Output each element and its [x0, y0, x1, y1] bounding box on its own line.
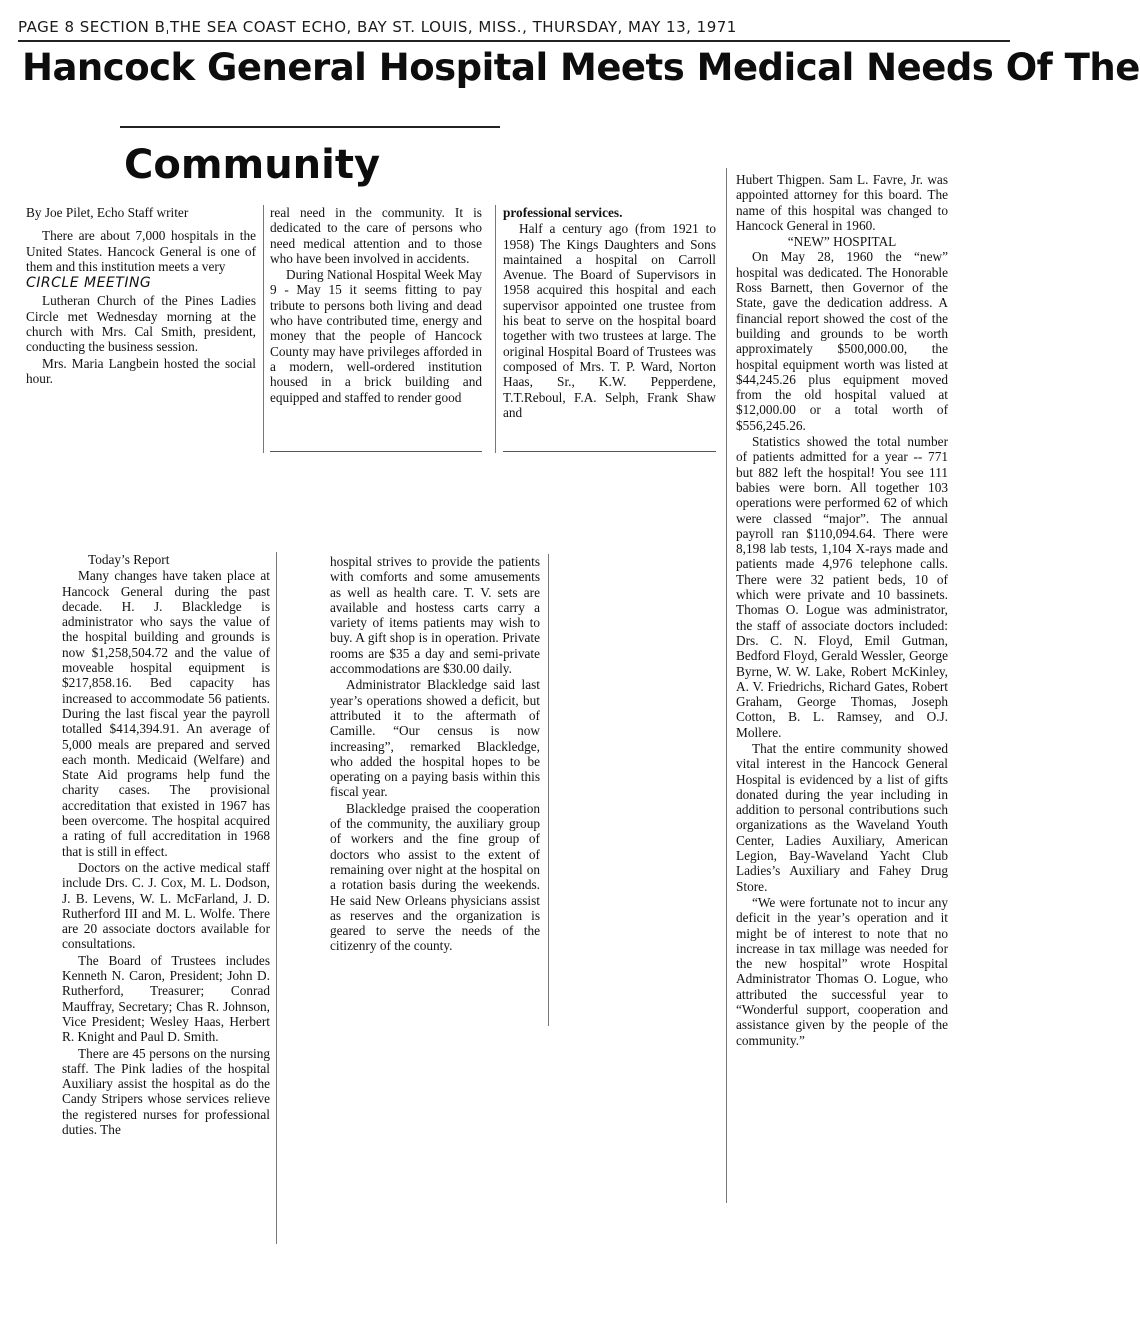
article-paragraph: Statistics showed the total number of patients admitted for a year -- 771 but 882 left the hospital! You see 111 babies were born. All together 103 operations were performed 62 of which were classed “major”. The annual payroll ran $110,094.64. There were 8,198 lab tests, 1,104 X-rays made and patients made 4,976 telephone calls. There were 32 patient beds, 10 of which were private and 10 bassinets. Thomas O. Logue was administrator, the staff of associate doctors included: Drs. C. N. Floyd, Emil Gutman, Bedford Floyd, Gerald Wessler, George Byrne, W. W. Lake, Robert McKinley, A. V. Friedrichs, Richard Gates, Robert Graham, George Thomas, Joseph Cotton, B. L. Ramsey, and O.J. Mollere.: [736, 434, 948, 740]
column-divider: [495, 205, 496, 453]
article-paragraph: The Board of Trustees includes Kenneth N. Caron, President; John D. Rutherford, Treasurer; Conrad Mauffray, Secretary; Chas R. Johnson, Vice President; Wesley Haas, Herbert R. Knight and Paul D. Smith.: [62, 952, 270, 1045]
subhead: Community: [124, 142, 381, 188]
column-divider: [263, 205, 264, 453]
column-rule: [503, 451, 716, 452]
column-6: [330, 554, 540, 1029]
column-1: [26, 205, 256, 455]
article-paragraph: Hubert Thigpen. Sam L. Favre, Jr. was appointed attorney for this board. The name of this hospital was changed to Hancock General in 1960.: [736, 172, 948, 233]
article-paragraph: That the entire community showed vital interest in the Hancock General Hospital is evidenced by a list of gifts donated during the year including in addition to personal contributions such organizations as the Waveland Youth Center, Ladies Auxiliary, American Legion, Bay-Waveland Yacht Club Ladies’s Auxiliary and Fahey Drug Store.: [736, 740, 948, 894]
article-paragraph: Blackledge praised the cooperation of the community, the auxiliary group of workers and the fine group of doctors who assist to the extent of remaining over night at the hospital on a rotation basis during the weekends. He said New Orleans physicians assist as reserves and the organization is geared to serve the needs of the citizenry of the county.: [330, 800, 540, 954]
section-heading-new-hospital: “NEW” HOSPITAL: [787, 234, 897, 250]
column-divider: [548, 554, 549, 1026]
article-paragraph: “We were fortunate not to incur any deficit in the year’s operation and it might be of interest to note that no increase in tax millage was needed for the new hospital” wrote Hospital Administrator Thomas O. Logue, who attributed the successful year to “Wonderful support, cooperation and assistance given by the people of the community.”: [736, 894, 948, 1048]
section-heading-todays-report: Today’s Report: [88, 552, 170, 567]
column-3: [503, 205, 716, 449]
column-divider: [726, 168, 727, 1203]
section-heading-circle-meeting: CIRCLE MEETING: [26, 275, 152, 292]
article-paragraph: hospital strives to provide the patients with comforts and some amusements as well as health care. T. V. sets are available and hostess carts carry a variety of items patients may wish to buy. A gift shop is in operation. Private rooms are $35 a day and semi-private accommodations are $30.00 daily.: [330, 554, 540, 677]
column-divider: [276, 552, 277, 1244]
article-paragraph: Mrs. Maria Langbein hosted the social hour.: [26, 355, 256, 386]
column-2: [270, 205, 482, 449]
column-5: [62, 552, 270, 1244]
article-paragraph: On May 28, 1960 the “new” hospital was dedicated. The Honorable Ross Barnett, then Governor of the State, gave the dedication address. A financial report showed the cost of the building and grounds to be worth approximately $500,000.00, the hospital equipment worth was listed at $44,245.26 plus equipment moved from the old hospital valued at $12,000.00 or a total worth of $556,245.26.: [736, 249, 948, 433]
article-paragraph: real need in the community. It is dedicated to the care of persons who need medical attention and to those who have been involved in accidents.: [270, 205, 482, 266]
column-4: [736, 172, 948, 1207]
byline: By Joe Pilet, Echo Staff writer: [26, 205, 189, 220]
article-paragraph: There are 45 persons on the nursing staff. The Pink ladies of the hospital Auxiliary assist the hospital as do the Candy Stripers whose services relieve the registered nurses for professional duties. The: [62, 1045, 270, 1137]
article-paragraph: Lutheran Church of the Pines Ladies Circle met Wednesday morning at the church with Mrs. Cal Smith, president, conducting the business session.: [26, 293, 256, 355]
column-rule: [270, 451, 482, 452]
article-paragraph: professional services.: [503, 205, 623, 220]
article-paragraph: Many changes have taken place at Hancock General during the past decade. H. J. Blackledge is administrator who says the value of the hospital building and grounds is now $1,258,504.72 and the value of moveable hospital equipment is $217,858.16. Bed capacity has increased to accommodate 56 patients. During the last fiscal year the payroll totalled $414,394.91. An average of 5,000 meals are prepared and served each month. Medicaid (Welfare) and State Aid programs help fund the charity cases. The provisional accreditation that existed in 1967 has been overcome. The hospital acquired a rating of full accreditation in 1968 that is still in effect.: [62, 568, 270, 859]
article-paragraph: During National Hospital Week May 9 - May 15 it seems fitting to pay tribute to persons both living and dead who have contributed time, energy and money that the people of Hancock County may have privileges afforded in a modern, well-ordered institution housed in a brick building and equipped and staffed to render good: [270, 267, 482, 405]
folio-rule: [18, 40, 1010, 42]
article-paragraph: Administrator Blackledge said last year’s operations showed a deficit, but attributed it to the aftermath of Camille. “Our census is now increasing”, remarked Blackledge, who added the hospital hopes to be operating on a paying basis within this fiscal year.: [330, 677, 540, 800]
headline: Hancock General Hospital Meets Medical Needs Of The: [22, 46, 1140, 89]
headline-rule: [120, 126, 500, 128]
article-paragraph: Half a century ago (from 1921 to 1958) The Kings Daughters and Sons maintained a hospital on Carroll Avenue. The Board of Supervisors in 1958 acquired this hospital and each supervisor appointed one trustee from his beat to serve on the hospital board together with two trustees at large. The original Hospital Board of Trustees was composed of Mrs. T. P. Ward, Norton Haas, Sr., K.W. Pepperdene, T.T.Reboul, F.A. Selph, Frank Shaw and: [503, 221, 716, 420]
article-paragraph: There are about 7,000 hospitals in the United States. Hancock General is one of them and this institution meets a very: [26, 228, 256, 274]
page-folio: PAGE 8 SECTION BˌTHE SEA COAST ECHO, BAY ST. LOUIS, MISS., THURSDAY, MAY 13, 1971: [18, 18, 737, 36]
article-paragraph: Doctors on the active medical staff include Drs. C. J. Cox, M. L. Dodson, J. B. Levens, W. L. McFarland, J. D. Rutherford III and M. L. Wolfe. There are 20 associate doctors available for consultations.: [62, 859, 270, 952]
